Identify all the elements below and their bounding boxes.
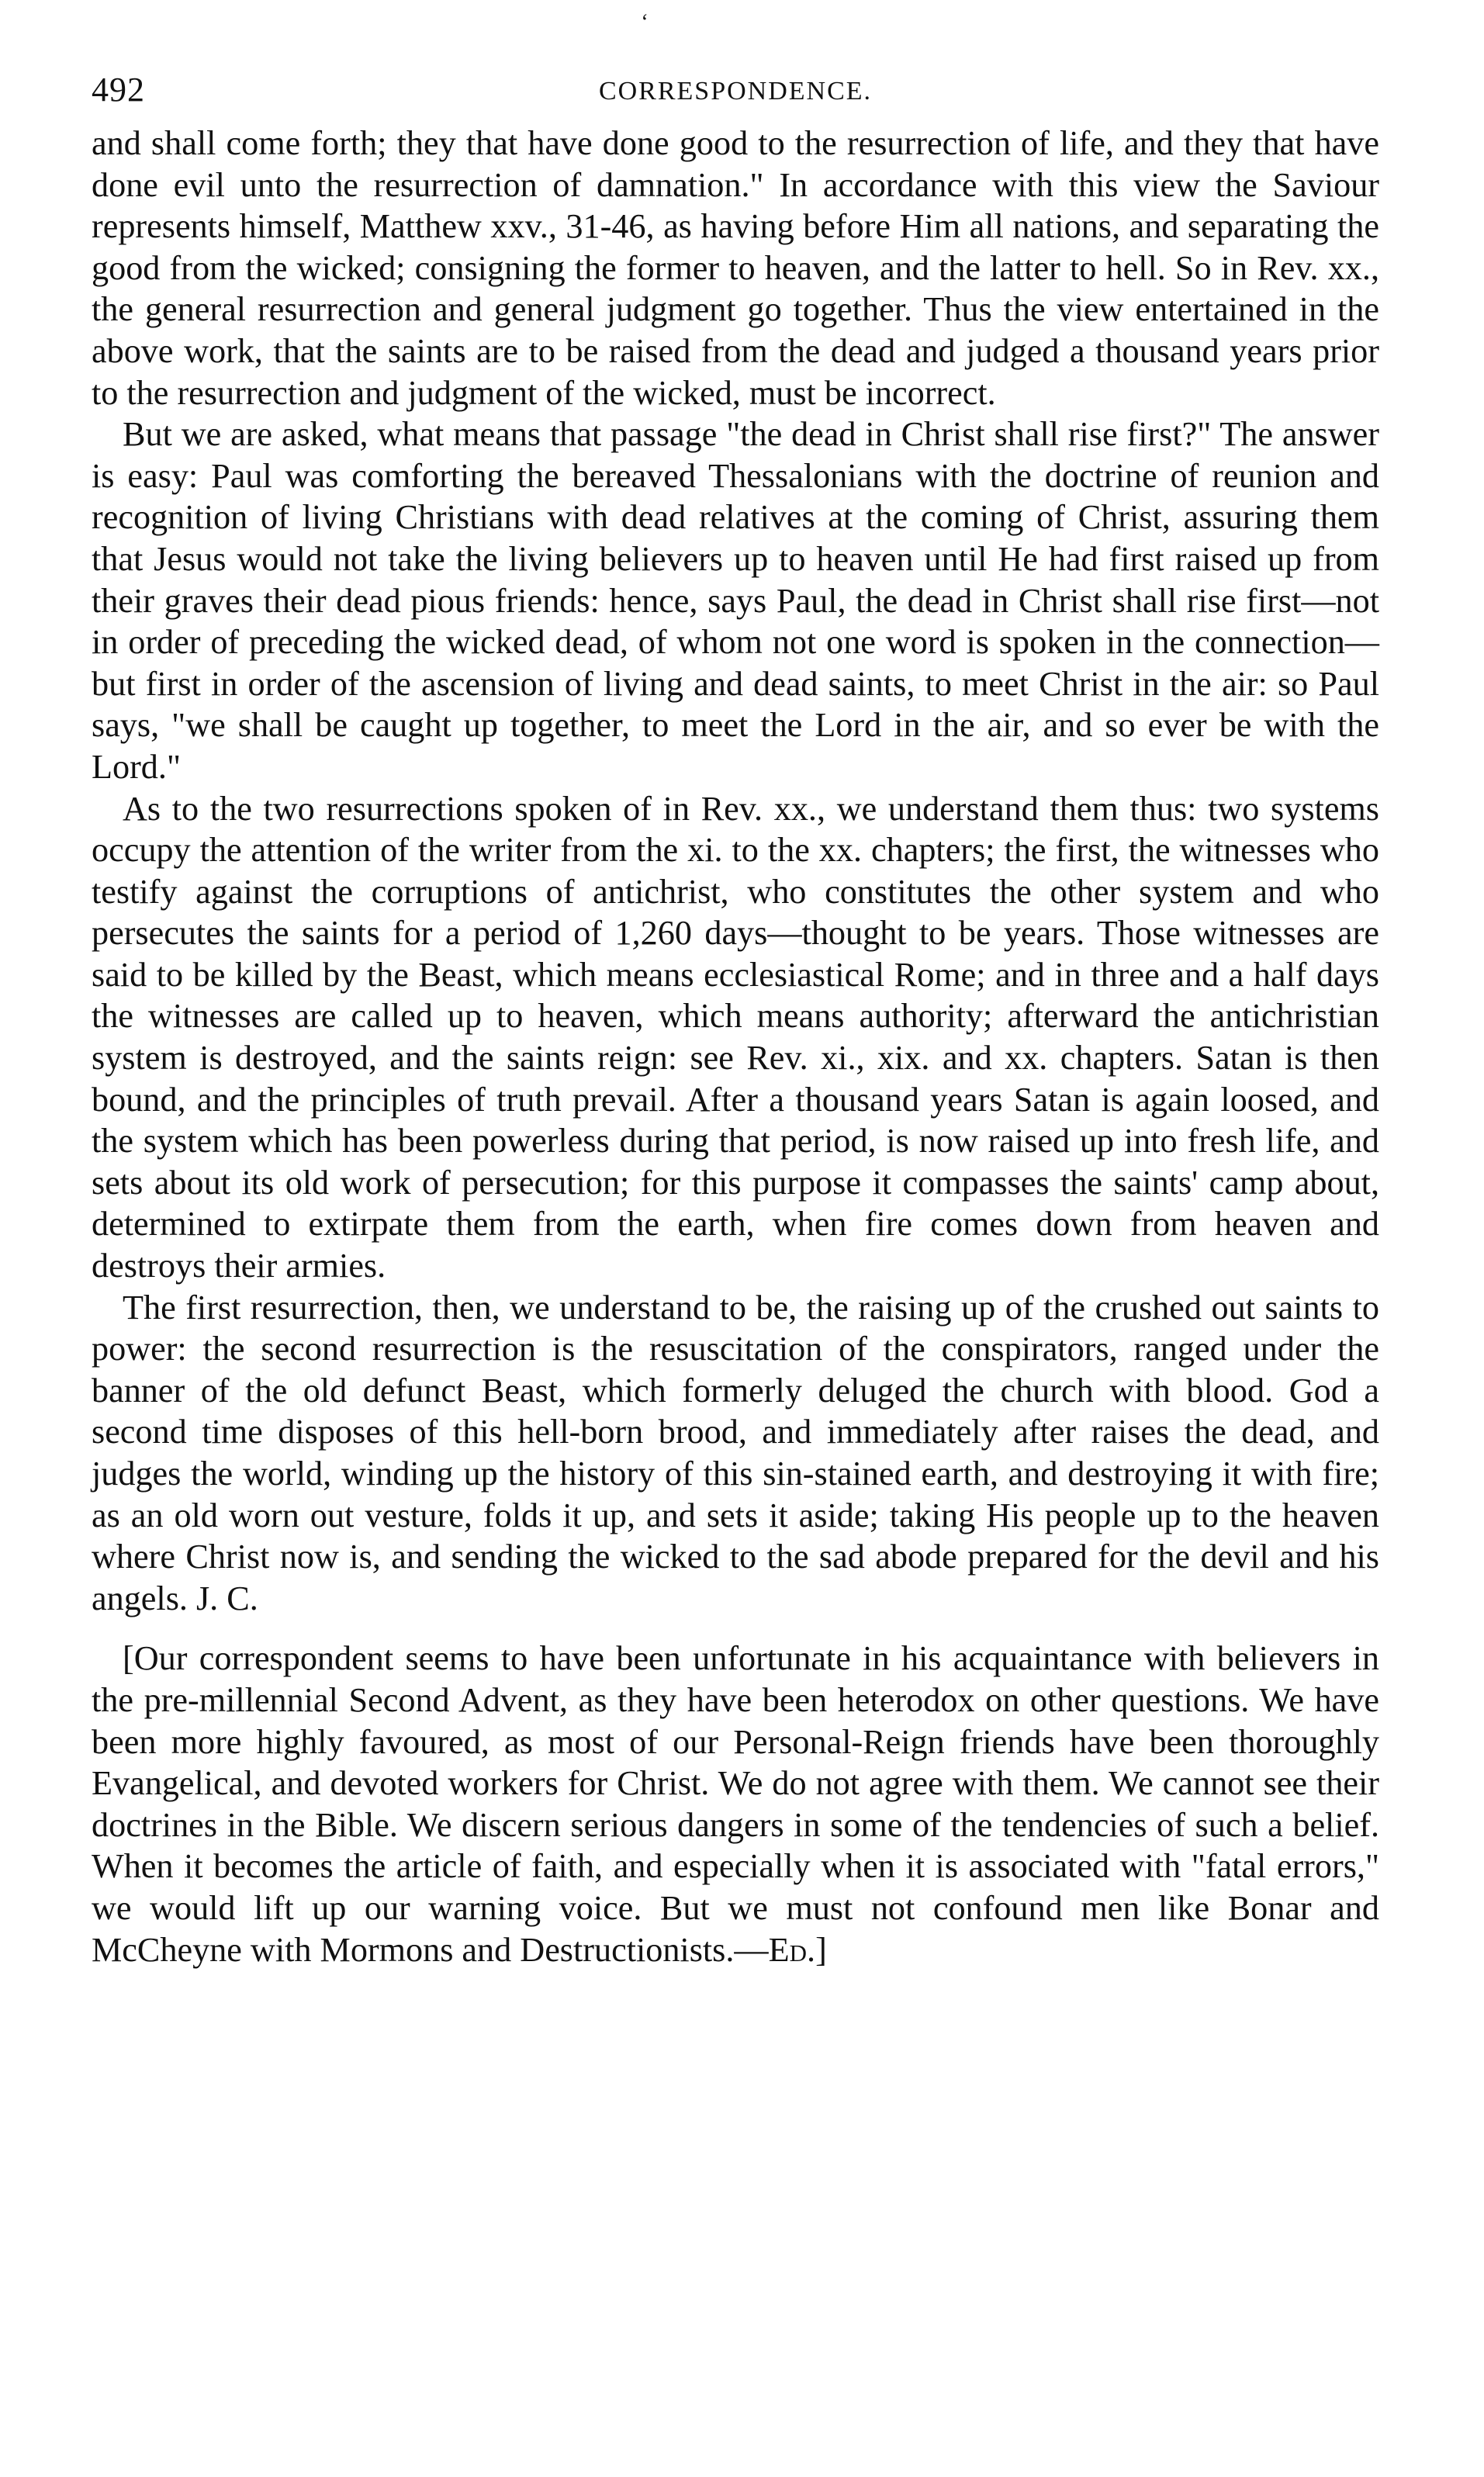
paragraph-2: But we are asked, what means that passage "the dead in Christ shall rise first?" The answer is easy: Paul was comforting the bereaved Thessalonians with the doctrine of reunion and recognition of living Christians with dead relatives at the coming of Christ, assuring them that Jesus would not take the living believers up to heaven until He had first raised up from their graves their dead pious friends: hence, says Paul, the dead in Christ shall rise first—not in order of preceding the wicked dead, of whom not one word is spoken in the connection—but first in order of the ascension of living and dead saints, to meet Christ in the air: so Paul says, "we shall be caught up together, to meet the Lord in the air, and so ever be with the Lord." (92, 415, 1379, 786)
running-head (92, 47, 1379, 110)
editor-note-paragraph (92, 1638, 1379, 1970)
editor-note (92, 1638, 1379, 1970)
editor-signature: Ed. (768, 1930, 816, 1969)
paragraph-4 (92, 1287, 1379, 1620)
page-number: 492 (92, 71, 145, 109)
author-signature: J. C. (195, 1579, 258, 1617)
page (92, 47, 1379, 1970)
paragraph-1: and shall come forth; they that have done good to the resurrection of life, and they that have done evil unto the resurrection of damnation." In accordance with this view the Saviour represents himself, Matthew xxv., 31-46, as having before Him all nations, and separating the good from the wicked; consigning the former to heaven, and the latter to hell. So in Rev. xx., the general resurrection and general judgment go together. Thus the view entertained in the above work, that the saints are to be raised from the dead and judged a thousand years prior to the resurrection and judgment of the wicked, must be incorrect. (92, 124, 1379, 412)
article-body (92, 123, 1379, 1619)
section-title: CORRESPONDENCE. (598, 77, 873, 106)
paragraph-3: As to the two resurrections spoken of in Rev. xx., we understand them thus: two systems occupy the attention of the writer from the xi. to the xx. chapters; the first, the witnesses who testify against the corruptions of antichrist, who constitutes the other system and who persecutes the saints for a period of 1,260 days—thought to be years. Those witnesses are said to be killed by the Beast, which means ecclesiastical Rome; and in three and a half days the witnesses are called up to heaven, which means authority; afterward the antichristian system is destroyed, and the saints reign: see Rev. xi., xix. and xx. chapters. Satan is then bound, and the principles of truth prevail. After a thousand years Satan is again loosed, and the system which has been powerless during that period, is now raised up into fresh life, and sets about its old work of persecution; for this purpose it compasses the saints' camp about, determined to extirpate them from the earth, when fire comes down from heaven and destroys their armies. (92, 789, 1379, 1285)
printer-mark: ʻ (641, 10, 649, 34)
paragraph-4-text: The first resurrection, then, we understand to be, the raising up of the crushed out saints to power: the second resurrection is the resuscitation of the conspirators, ranged under the banner of the old defunct Beast, which formerly deluged the church with blood. God a second time disposes of this hell-born brood, and immediately after raises the dead, and judges the world, winding up the history of this sin-stained earth, and destroying it with fire; as an old worn out vesture, folds it up, and sets it aside; taking His people up to the heaven where Christ now is, and sending the wicked to the sad abode prepared for the devil and his angels. (92, 1288, 1379, 1617)
editor-note-text: [Our correspondent seems to have been unfortunate in his acquaintance with believers in the pre-millennial Second Advent, as they have been heterodox on other questions. We have been more highly favoured, as most of our Personal-Reign friends have been thoroughly Evangelical, and devoted workers for Christ. We do not agree with them. We cannot see their doctrines in the Bible. We discern serious dangers in some of the tendencies of such a belief. When it becomes the article of faith, and especially when it is associated with "fatal errors," we would lift up our warning voice. But we must not confound men like Bonar and McCheyne with Mormons and Destructionists.— (92, 1639, 1379, 1969)
editor-note-closing: ] (815, 1930, 827, 1969)
